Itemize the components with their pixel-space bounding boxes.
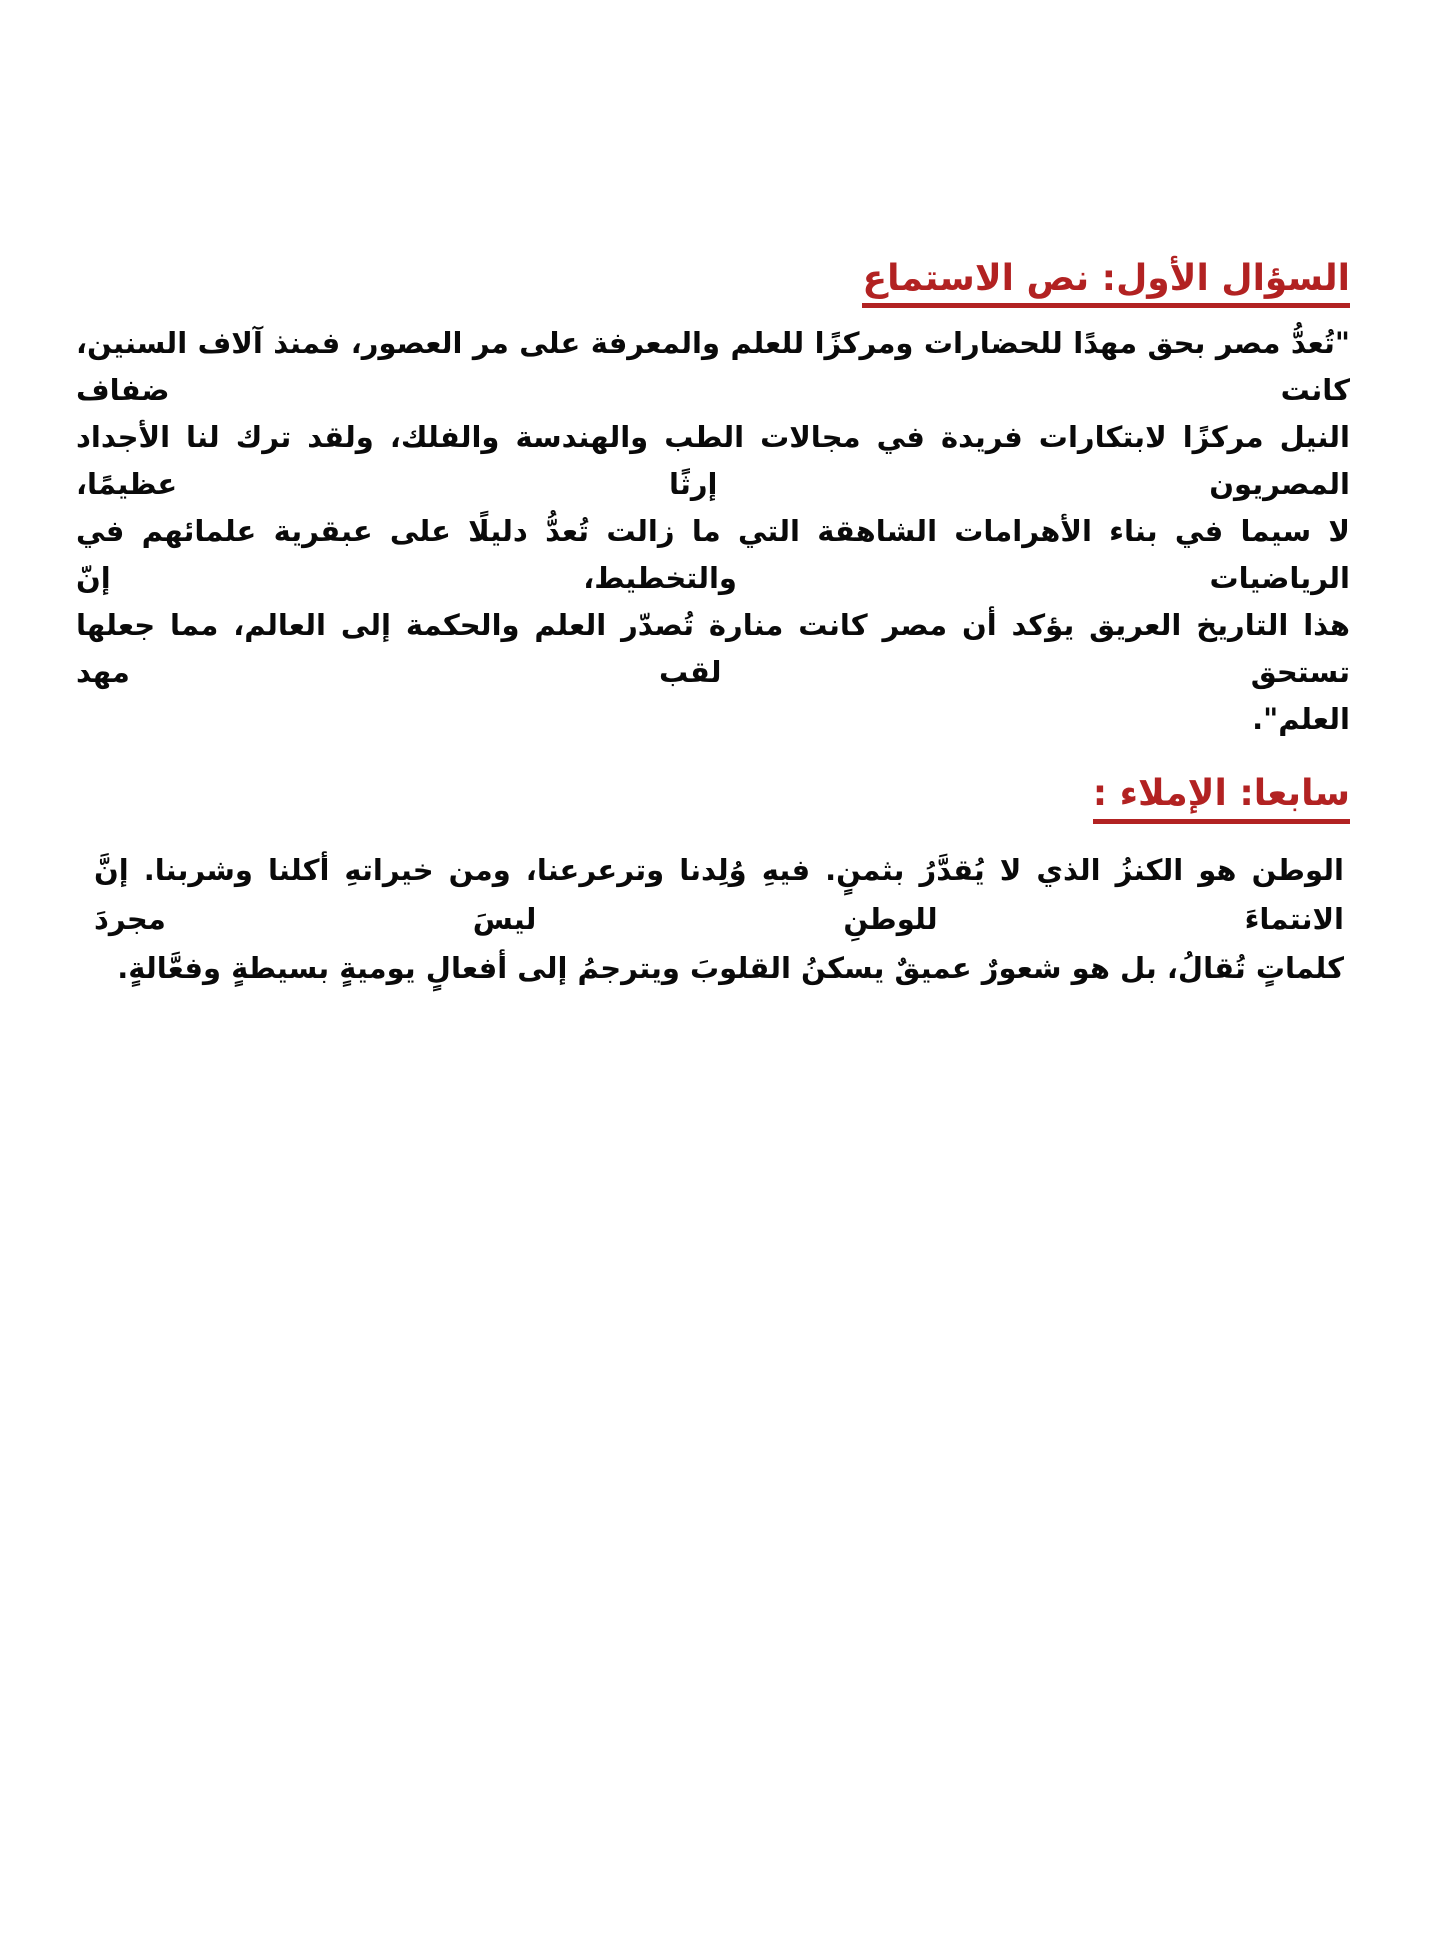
passage-line: كلماتٍ تُقالُ، بل هو شعورٌ عميقٌ يسكنُ القلوبَ ويترجمُ إلى أفعالٍ يوميةٍ بسيطةٍ وفعَّالةٍ. bbox=[117, 950, 1344, 985]
passage-line: لا سيما في بناء الأهرامات الشاهقة التي ما زالت تُعدُّ دليلًا على عبقرية علمائهم في الرياضيات والتخطيط، إنّ bbox=[76, 514, 1350, 596]
listening-section-heading bbox=[76, 258, 1350, 308]
passage-line: الوطن هو الكنزُ الذي لا يُقدَّرُ بثمنٍ. فيهِ وُلِدنا وترعرعنا، ومن خيراتهِ أكلنا وشربنا. إنَّ الانتماءَ للوطنِ ليسَ مجردَ bbox=[94, 852, 1344, 936]
passage-line: النيل مركزًا لابتكارات فريدة في مجالات الطب والهندسة والفلك، ولقد ترك لنا الأجداد المصريون إرثًا عظيمًا، bbox=[76, 420, 1350, 502]
passage-line: العلم". bbox=[1252, 702, 1350, 737]
dictation-section-heading bbox=[76, 773, 1350, 823]
listening-section bbox=[76, 258, 1350, 743]
dictation-passage bbox=[76, 846, 1350, 993]
dictation-heading-text: سابعا: الإملاء : bbox=[1093, 773, 1350, 823]
passage-line: "تُعدُّ مصر بحق مهدًا للحضارات ومركزًا للعلم والمعرفة على مر العصور، فمنذ آلاف السنين، كانت ضفاف bbox=[76, 326, 1350, 408]
listening-passage bbox=[76, 320, 1350, 743]
dictation-section bbox=[76, 773, 1350, 992]
passage-line: هذا التاريخ العريق يؤكد أن مصر كانت منارة تُصدّر العلم والحكمة إلى العالم، مما جعلها تستحق لقب مهد bbox=[76, 608, 1350, 690]
listening-heading-text: السؤال الأول: نص الاستماع bbox=[862, 258, 1350, 308]
